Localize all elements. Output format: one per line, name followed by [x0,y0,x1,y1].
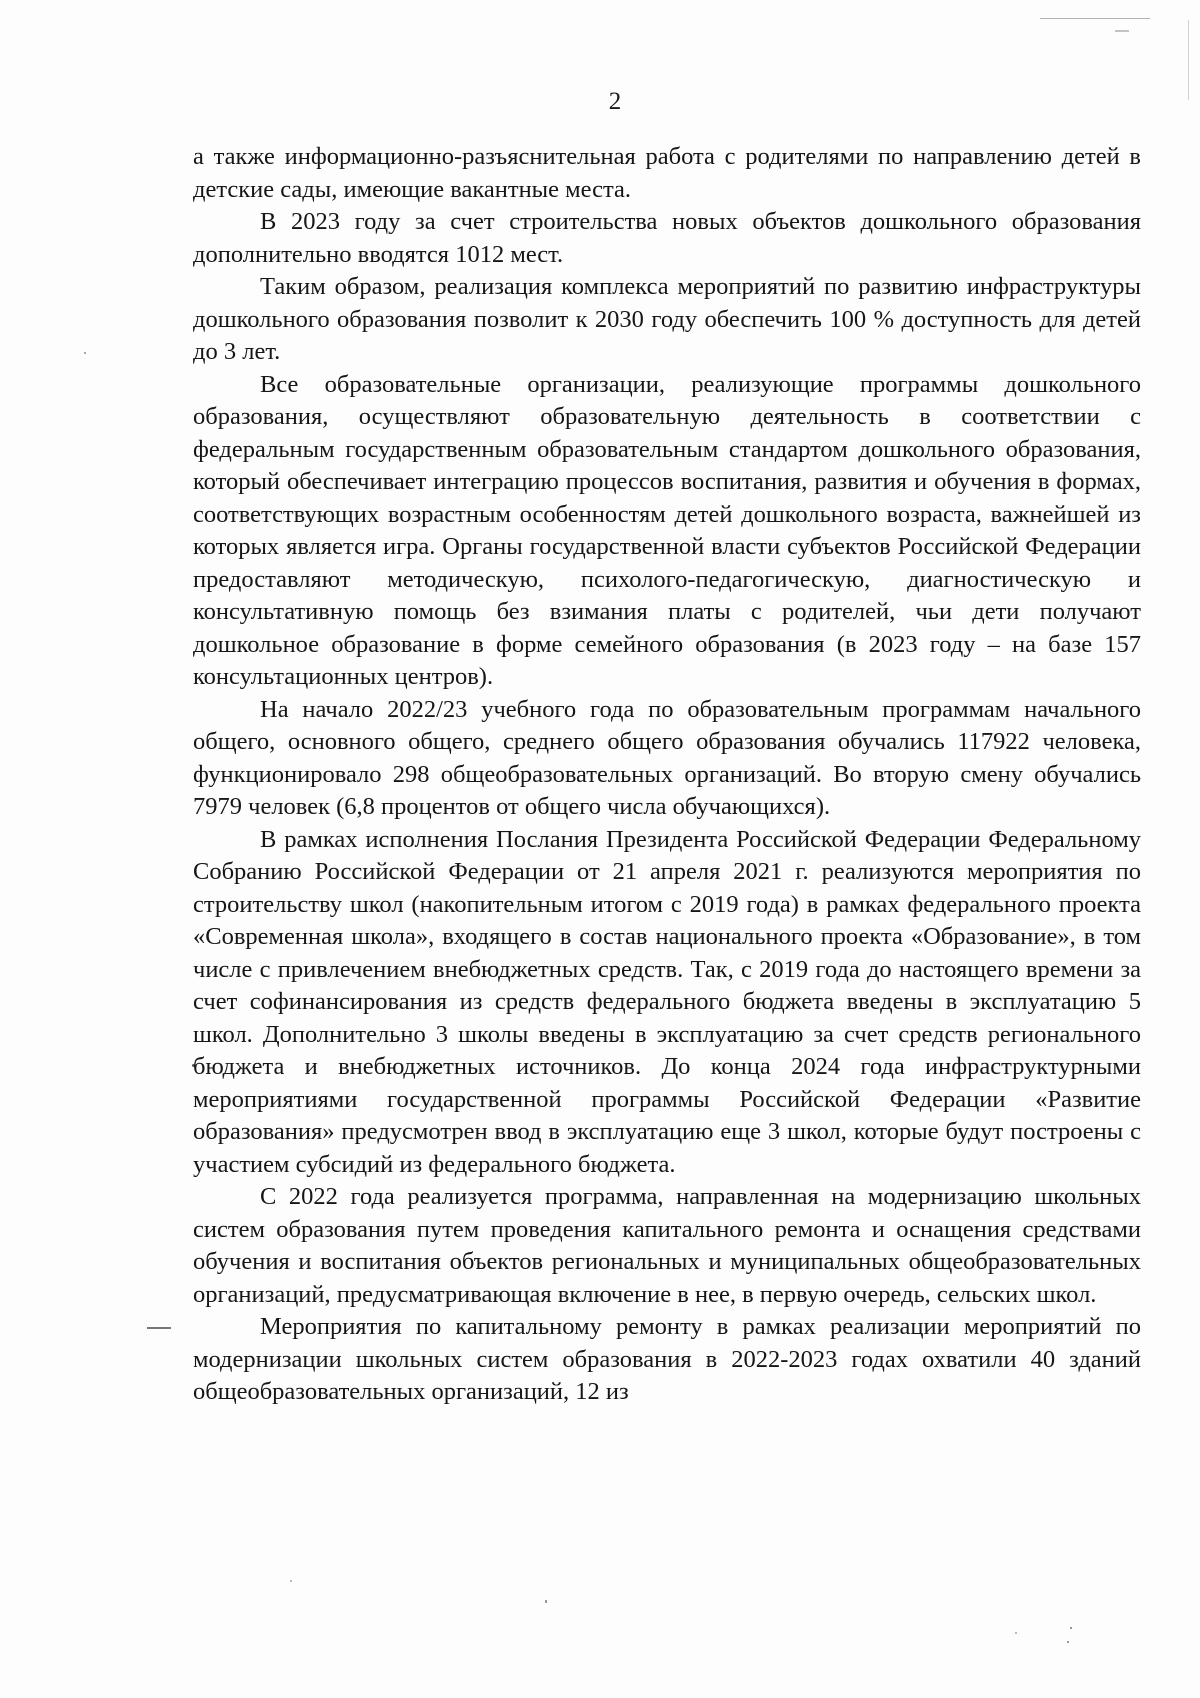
paragraph: В 2023 году за счет строительства новых объектов дошкольного образования дополнительно вводятся 1012 мест. [193,208,1141,268]
scan-artifact-dot [1067,1641,1069,1643]
paragraph: Мероприятия по капитальному ремонту в рамках реализации мероприятий по модернизации школьных систем образования в 2022-2023 годах охватили 40 зданий общеобразовательных организаций, 12 из [193,1313,1141,1405]
paragraph-continuation: а также информационно-разъяснительная работа с родителями по направлению детей в детские сады, имеющие вакантные места. [193,143,1141,203]
scan-artifact-dot [84,352,86,354]
scan-artifact-dot [1070,1627,1072,1629]
scan-artifact-speck [1115,30,1129,32]
paragraph: Таким образом, реализация комплекса мероприятий по развитию инфраструктуры дошкольного образования позволит к 2030 году обеспечить 100 % доступность для детей до 3 лет. [193,273,1141,365]
scan-artifact-dash [147,1327,171,1329]
paragraph: На начало 2022/23 учебного года по образовательным программам начального общего, основного общего, среднего общего образования обучались 117922 человека, функционировало 298 общеобразовательных организаций. Во вторую смену обучались 7979 человек (6,8 процентов от общего числа обучающихся). [193,695,1141,820]
document-body [193,141,1141,1409]
scan-artifact-dot [545,1600,547,1603]
paragraph: Все образовательные организации, реализующие программы дошкольного образования, осуществляют образовательную деятельность в соответствии с федеральным государственным образовательным стандартом дошкольного образования, который обеспечивает интеграцию процессов воспитания, развития и обучения в формах, соответствующих возрастным особенностям детей дошкольного возраста, важнейшей из которых является игра. Органы государственной власти субъектов Российской Федерации предоставляют методическую, психолого-педагогическую, диагностическую и консультативную помощь без взимания платы с родителей, чьи дети получают дошкольное образование в форме семейного образования (в 2023 году – на базе 157 консультационных центров). [193,370,1141,690]
scan-artifact-line [1040,18,1150,19]
scan-artifact-dot [1015,1632,1017,1634]
paragraph: В рамках исполнения Послания Президента Российской Федерации Федеральному Собранию Российской Федерации от 21 апреля 2021 г. реализуются мероприятия по строительству школ (накопительным итогом с 2019 года) в рамках федерального проекта «Современная школа», входящего в состав национального проекта «Образование», в том числе с привлечением внебюджетных средств. Так, с 2019 года до настоящего времени за счет софинансирования из средств федерального бюджета введены в эксплуатацию 5 школ. Дополнительно 3 школы введены в эксплуатацию за счет средств регионального бюджета и внебюджетных источников. До конца 2024 года инфраструктурными мероприятиями государственной программы Российской Федерации «Развитие образования» предусмотрен ввод в эксплуатацию еще 3 школ, которые будут построены с участием субсидий из федерального бюджета. [193,825,1141,1178]
page-number: 2 [608,88,622,115]
scan-artifact-dot [290,1580,292,1582]
paragraph: С 2022 года реализуется программа, направленная на модернизацию школьных систем образования путем проведения капитального ремонта и оснащения средствами обучения и воспитания объектов региональных и муниципальных общеобразовательных организаций, предусматривающая включение в нее, в первую очередь, сельских школ. [193,1183,1141,1308]
